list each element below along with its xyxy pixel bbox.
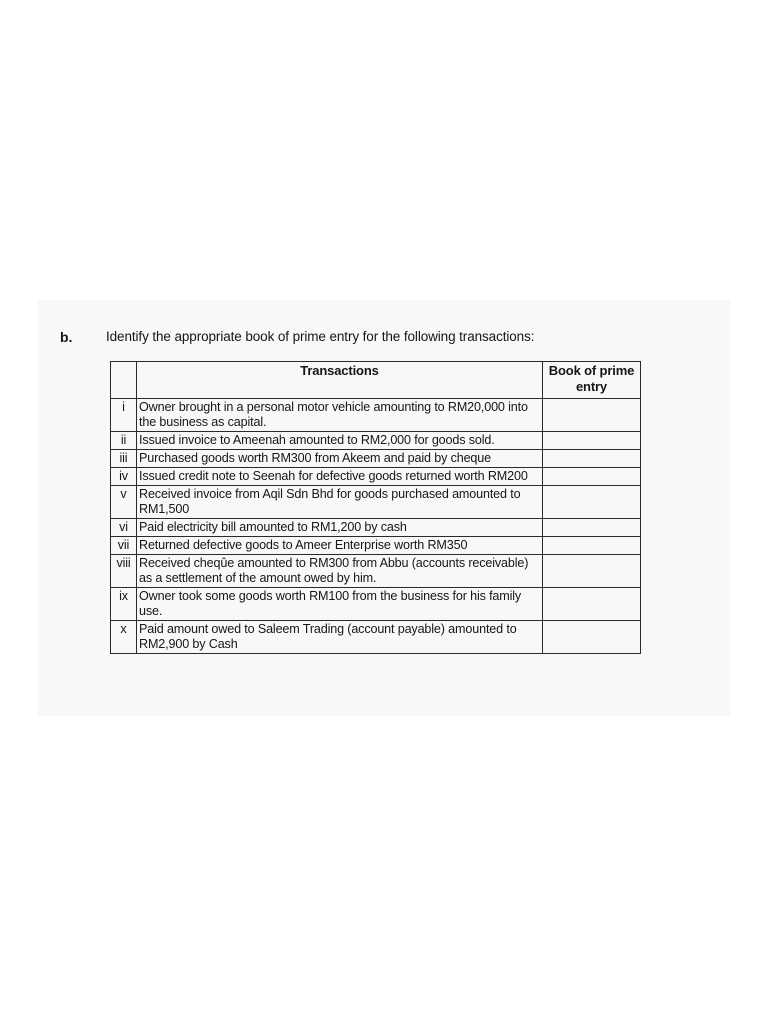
transaction-text: Paid amount owed to Saleem Trading (account payable) amounted to RM2,900 by Cash <box>137 621 543 654</box>
book-of-prime-entry-cell[interactable] <box>543 399 641 432</box>
table-row <box>111 432 641 450</box>
table-row <box>111 399 641 432</box>
book-of-prime-entry-cell[interactable] <box>543 537 641 555</box>
book-of-prime-entry-cell[interactable] <box>543 468 641 486</box>
book-of-prime-entry-cell[interactable] <box>543 432 641 450</box>
transaction-text: Issued invoice to Ameenah amounted to RM2,000 for goods sold. <box>137 432 543 450</box>
row-number: vii <box>111 537 137 555</box>
row-number: vi <box>111 519 137 537</box>
book-of-prime-entry-cell[interactable] <box>543 621 641 654</box>
table-header-row <box>111 362 641 399</box>
table-row <box>111 468 641 486</box>
transaction-text: Received cheqûe amounted to RM300 from Abbu (accounts receivable) as a settlement of the amount owed by him. <box>137 555 543 588</box>
table-row <box>111 537 641 555</box>
transaction-text: Returned defective goods to Ameer Enterprise worth RM350 <box>137 537 543 555</box>
header-book-of-prime-entry: Book of prime entry <box>543 362 641 399</box>
table-row <box>111 450 641 468</box>
row-number: iv <box>111 468 137 486</box>
book-of-prime-entry-cell[interactable] <box>543 486 641 519</box>
question-text: Identify the appropriate book of prime entry for the following transactions: <box>106 329 535 344</box>
book-of-prime-entry-cell[interactable] <box>543 555 641 588</box>
book-of-prime-entry-cell[interactable] <box>543 450 641 468</box>
prime-entry-table <box>110 361 641 654</box>
table-row <box>111 555 641 588</box>
header-number-cell <box>111 362 137 399</box>
row-number: ii <box>111 432 137 450</box>
table-row <box>111 519 641 537</box>
transaction-text: Owner took some goods worth RM100 from the business for his family use. <box>137 588 543 621</box>
row-number: ix <box>111 588 137 621</box>
row-number: i <box>111 399 137 432</box>
book-of-prime-entry-cell[interactable] <box>543 519 641 537</box>
transaction-text: Received invoice from Aqil Sdn Bhd for goods purchased amounted to RM1,500 <box>137 486 543 519</box>
book-of-prime-entry-cell[interactable] <box>543 588 641 621</box>
transaction-text: Issued credit note to Seenah for defective goods returned worth RM200 <box>137 468 543 486</box>
table-row <box>111 621 641 654</box>
row-number: v <box>111 486 137 519</box>
transaction-text: Owner brought in a personal motor vehicle amounting to RM20,000 into the business as capital. <box>137 399 543 432</box>
transaction-text: Paid electricity bill amounted to RM1,200 by cash <box>137 519 543 537</box>
row-number: iii <box>111 450 137 468</box>
table-row <box>111 486 641 519</box>
header-transactions: Transactions <box>137 362 543 399</box>
row-number: x <box>111 621 137 654</box>
question-label: b. <box>60 329 73 345</box>
table-row <box>111 588 641 621</box>
transaction-text: Purchased goods worth RM300 from Akeem and paid by cheque <box>137 450 543 468</box>
row-number: viii <box>111 555 137 588</box>
